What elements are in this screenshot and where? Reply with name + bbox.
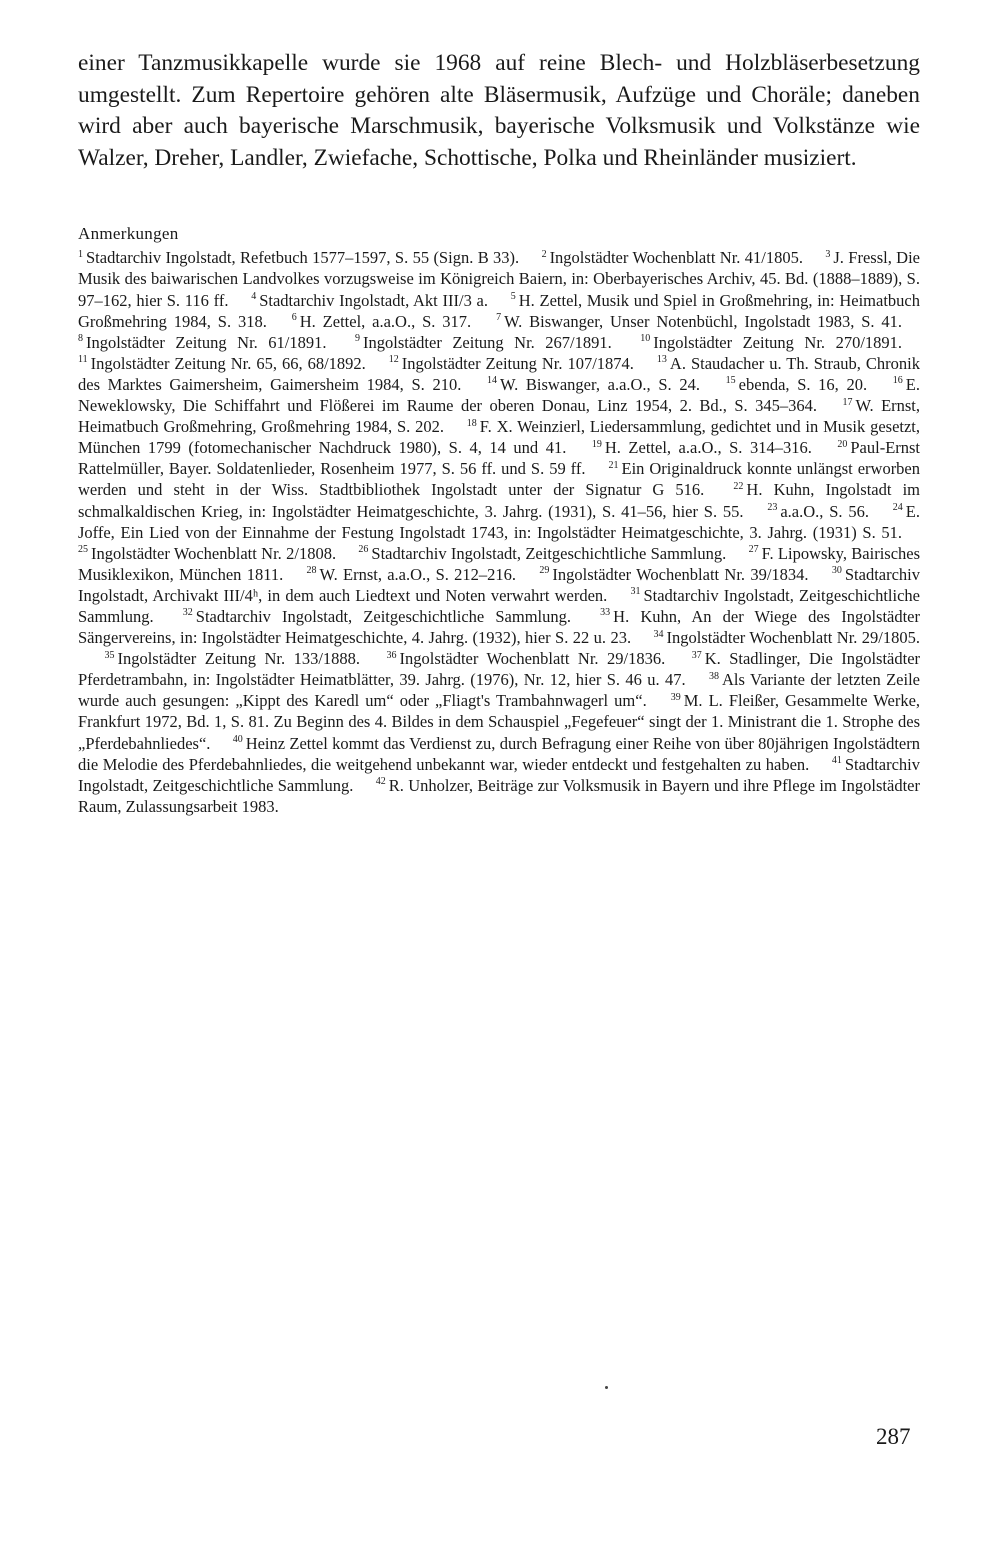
footnote: [653, 628, 920, 647]
notes-heading: Anmerkungen: [78, 224, 179, 244]
footnote-text: Stadtarchiv Ingolstadt, Refetbuch 1577–1597, S. 55 (Sign. B 33).: [86, 248, 520, 268]
footnote-number: 21: [608, 459, 619, 471]
footnote-text: W. Ernst, a.a.O., S. 212–216.: [319, 564, 517, 584]
print-speck: [605, 1386, 608, 1389]
footnote: [251, 291, 488, 310]
footnote: [78, 333, 327, 352]
footnote-number: 42: [375, 776, 386, 788]
footnote: [183, 607, 571, 626]
footnote: [387, 649, 666, 668]
footnote-text: Stadtarchiv Ingolstadt, Zeitgeschichtliche Sammlung.: [371, 543, 727, 563]
footnote-text: Als Variante der letzten Zeile wurde auch gesungen: „Kippt des Karedl um“ oder „Fliagt's Trambahnwagerl um“.: [78, 670, 920, 711]
footnote: [104, 649, 360, 668]
footnote-number: 35: [104, 649, 115, 661]
page-number: 287: [876, 1424, 911, 1449]
footnote-text: Ingolstädter Zeitung Nr. 133/1888.: [117, 649, 361, 669]
footnote-text: Heinz Zettel kommt das Verdienst zu, durch Befragung einer Reihe von über 80jährigen Ingolstädtern die Melodie des Pferdebahnliedes, die weitgehend unbekannt war, wieder entdeckt und festgehalten zu haben.: [78, 733, 921, 774]
footnote-number: 4: [251, 291, 257, 303]
footnote-number: 41: [831, 755, 842, 767]
footnote: [307, 565, 517, 584]
footnote-number: 16: [892, 375, 903, 387]
footnote-text: Ingolstädter Zeitung Nr. 270/1891.: [653, 332, 903, 352]
footnote: [487, 375, 700, 394]
footnote-text: H. Zettel, a.a.O., S. 314–316.: [604, 438, 812, 458]
footnote: [78, 544, 336, 563]
footnote-text: Stadtarchiv Ingolstadt, Akt III/3 a.: [259, 290, 488, 310]
footnote: [292, 312, 471, 331]
footnote-text: Stadtarchiv Ingolstadt, Zeitgeschichtliche Sammlung.: [195, 606, 572, 626]
footnote-number: 31: [630, 586, 641, 598]
footnote: [355, 333, 612, 352]
footnote-text: J. Fressl, Die Musik des baiwarischen Landvolkes vorzugsweise im Königreich Baiern, in: Oberbayerisches Archiv, 45. Bd. (1888–1889), S. 97–162, hier S. 116 ff.: [78, 248, 921, 310]
footnote-text: A. Staudacher u. Th. Straub, Chronik des Marktes Gaimersheim, Gaimersheim 1984, S. 210.: [78, 353, 920, 394]
footnote-number: 8: [78, 333, 83, 345]
footnote: [78, 354, 366, 373]
page-content: [78, 48, 920, 817]
footnote-number: 1: [78, 248, 83, 260]
footnote-text: W. Ernst, Heimatbuch Großmehring, Großmehring 1984, S. 202.: [78, 396, 921, 437]
footnote-text: Stadtarchiv Ingolstadt, Archivakt III/4ʰ, in dem auch Liedtext und Noten verwahrt werden.: [78, 564, 921, 605]
footnote-number: 9: [355, 333, 361, 345]
footnote-text: ebenda, S. 16, 20.: [738, 374, 868, 394]
footnote-number: 23: [767, 502, 778, 513]
footnote-text: K. Stadlinger, Die Ingolstädter Pferdetrambahn, in: Ingolstädter Heimatblätter, 39. Jahrg. (1976), Nr. 12, hier S. 46 u. 47.: [78, 649, 921, 690]
footnote-text: Stadtarchiv Ingolstadt, Zeitgeschichtliche Sammlung.: [78, 754, 921, 795]
footnote-number: 11: [78, 354, 88, 366]
footnote-number: 6: [291, 312, 297, 324]
footnote-number: 24: [892, 502, 903, 513]
footnote-number: 3: [825, 248, 831, 260]
footnote-number: 26: [358, 544, 369, 556]
footnote: [389, 354, 634, 373]
footnote-number: 12: [388, 354, 399, 366]
footnote: [640, 333, 902, 352]
footnote-text: a.a.O., S. 56.: [780, 501, 869, 521]
footnote-text: Stadtarchiv Ingolstadt, Zeitgeschichtliche Sammlung.: [78, 585, 920, 626]
footnote-number: 10: [640, 333, 651, 345]
footnote-text: Ingolstädter Zeitung Nr. 61/1891.: [86, 332, 327, 352]
footnote-text: Ein Originaldruck konnte unlängst erworben werden und steht in der Wiss. Stadtbibliothek Ingolstadt unter der Signatur G 516.: [78, 459, 921, 500]
footnote-number: 30: [831, 565, 842, 577]
footnote-number: 15: [725, 375, 736, 387]
body-paragraph: einer Tanzmusikkapelle wurde sie 1968 auf reine Blech- und Holzbläserbesetzung umgestellt. Zum Repertoire gehören alte Bläsermusik, Aufzüge und Choräle; daneben wird aber auch bayerische Marschmusik, bayerische Volksmusik und Volkstänze wie Walzer, Dreher, Landler, Zwiefache, Schottische, Polka und Rheinländer musiziert.: [78, 50, 920, 171]
footnote-text: H. Zettel, Musik und Spiel in Großmehring, in: Heimatbuch Großmehring 1984, S. 318.: [78, 290, 920, 331]
footnote-text: H. Kuhn, An der Wiege des Ingolstädter Sängervereins, in: Ingolstädter Heimatgeschichte, 4. Jahrg. (1932), hier S. 22 u. 23.: [78, 606, 921, 648]
footnote-text: Ingolstädter Zeitung Nr. 107/1874.: [401, 353, 634, 373]
footnote-number: 2: [541, 248, 547, 260]
footnote-text: F. Lipowsky, Bairisches Musiklexikon, München 1811.: [78, 543, 921, 584]
footnote-text: Ingolstädter Wochenblatt Nr. 29/1805.: [666, 628, 921, 648]
footnote: [496, 312, 902, 331]
footnote-number: 13: [656, 354, 667, 366]
footnote: [767, 502, 869, 521]
footnote-text: Ingolstädter Wochenblatt Nr. 39/1834.: [552, 564, 809, 584]
footnote-text: Ingolstädter Wochenblatt Nr. 2/1808.: [91, 543, 337, 563]
footnote-text: W. Biswanger, a.a.O., S. 24.: [500, 374, 700, 394]
footnote-number: 17: [842, 396, 853, 408]
footnote-text: H. Zettel, a.a.O., S. 317.: [299, 311, 472, 331]
footnote: [78, 248, 519, 267]
footnote-number: 14: [487, 375, 498, 387]
footnote-number: 18: [466, 417, 477, 429]
footnote-number: 36: [386, 649, 397, 661]
footnote-number: 5: [510, 291, 516, 303]
footnote-number: 40: [232, 734, 243, 746]
footnote-number: 32: [182, 607, 193, 619]
footnote-text: R. Unholzer, Beiträge zur Volksmusik in Bayern und ihre Pflege im Ingolstädter Raum, Zulassungsarbeit 1983.: [78, 775, 920, 816]
footnote: [358, 544, 726, 563]
footnote-number: 27: [748, 544, 759, 556]
footnote-number: 20: [837, 438, 848, 450]
footnote-number: 29: [539, 565, 550, 577]
footnote-text: Ingolstädter Zeitung Nr. 65, 66, 68/1892.: [90, 353, 366, 373]
footnote-text: H. Kuhn, Ingolstadt im schmalkaldischen Krieg, in: Ingolstädter Heimatgeschichte, 3. Jahrg. (1931), S. 41–56, hier S. 55.: [78, 480, 920, 521]
footnote: [726, 375, 867, 394]
footnote-text: Ingolstädter Wochenblatt Nr. 29/1836.: [399, 649, 666, 669]
footnote-text: M. L. Fleißer, Gesammelte Werke, Frankfurt 1972, Bd. 1, S. 81. Zu Beginn des 4. Bildes in dem Schauspiel „Fegefeuer“ singt der 1. Ministrant die 1. Strophe des „Pferdebahnliedes“.: [78, 691, 921, 753]
footnote-number: 19: [591, 438, 602, 450]
footnote-number: 28: [306, 565, 317, 577]
footnote-number: 25: [78, 544, 88, 556]
footnote-number: 37: [691, 649, 702, 661]
footnote-number: 7: [496, 312, 502, 324]
footnote-number: 39: [670, 691, 681, 703]
footnote-text: Ingolstädter Wochenblatt Nr. 41/1805.: [549, 248, 803, 268]
footnote-text: Paul-Ernst Rattelmüller, Bayer. Soldatenlieder, Rosenheim 1977, S. 56 ff. und S. 59 ff.: [78, 438, 921, 479]
footnote-number: 33: [600, 607, 611, 619]
footnote: [539, 565, 808, 584]
footnote-number: 22: [733, 480, 744, 492]
footnote: [542, 248, 803, 267]
footnote: [592, 438, 812, 457]
footnote-text: E. Neweklowsky, Die Schiffahrt und Flößerei im Raume der oberen Donau, Linz 1954, 2. Bd., S. 345–364.: [78, 374, 921, 416]
footnote-number: 34: [653, 628, 664, 640]
footnote-text: F. X. Weinzierl, Liedersammlung, gedichtet und in Musik gesetzt, München 1799 (fotomechanischer Nachdruck 1980), S. 4, 14 und 41.: [78, 417, 921, 458]
footnote-number: 38: [709, 670, 720, 682]
notes-list: [78, 247, 920, 817]
footnote-text: E. Joffe, Ein Lied von der Einnahme der Festung Ingolstadt 1743, in: Ingolstädter Heimatgeschichte, 3. Jahrg. (1931) S. 51.: [78, 501, 920, 542]
footnote-text: Ingolstädter Zeitung Nr. 267/1891.: [363, 332, 612, 352]
footnote-text: W. Biswanger, Unser Notenbüchl, Ingolstadt 1983, S. 41.: [504, 311, 903, 331]
